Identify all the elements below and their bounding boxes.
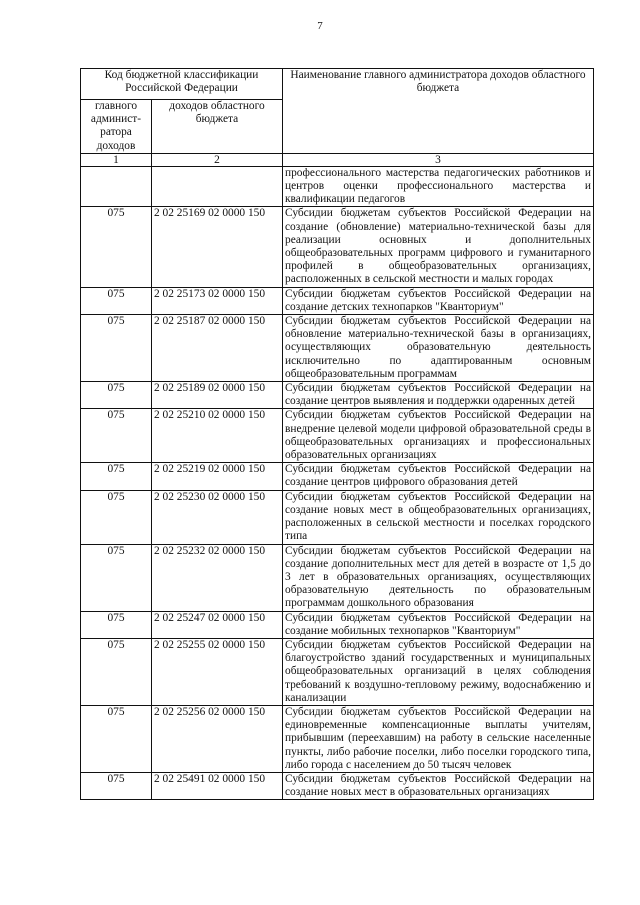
description-cell: Субсидии бюджетам субъектов Российской Федерации на создание дополнительных мест для детей в возрасте от 1,5 до 3 лет в образовательных организациях, осуществляющих образовательную деятельность по образовательным программам дошкольного образования xyxy=(283,544,594,611)
admin-code-cell: 075 xyxy=(81,490,152,544)
table-header-row xyxy=(81,69,594,100)
table-row xyxy=(81,409,594,463)
page-number: 7 xyxy=(317,20,323,32)
income-code-cell: 2 02 25187 02 0000 150 xyxy=(152,315,283,382)
income-code-cell: 2 02 25230 02 0000 150 xyxy=(152,490,283,544)
table-row xyxy=(81,382,594,409)
description-cell: Субсидии бюджетам субъектов Российской Федерации на создание новых мест в общеобразовательных организациях, расположенных в сельской местности и поселках городского типа xyxy=(283,490,594,544)
income-code-cell: 2 02 25169 02 0000 150 xyxy=(152,207,283,287)
income-code-cell: 2 02 25210 02 0000 150 xyxy=(152,409,283,463)
description-cell: Субсидии бюджетам субъектов Российской Федерации на единовременные компенсационные выплаты учителям, прибывшим (переехавшим) на работу в сельские населенные пункты, либо рабочие поселки, либо поселки городского типа, либо города с населением до 50 тысяч человек xyxy=(283,705,594,772)
header-income-column: доходов областного бюджета xyxy=(152,100,283,154)
budget-classification-table xyxy=(80,68,594,800)
income-code-cell: 2 02 25256 02 0000 150 xyxy=(152,705,283,772)
admin-code-cell: 075 xyxy=(81,463,152,490)
income-code-cell: 2 02 25491 02 0000 150 xyxy=(152,772,283,799)
table-row xyxy=(81,490,594,544)
income-code-cell: 2 02 25219 02 0000 150 xyxy=(152,463,283,490)
admin-code-cell: 075 xyxy=(81,705,152,772)
header-code-group: Код бюджетной классификации Российской Федерации xyxy=(81,69,283,100)
table-row xyxy=(81,315,594,382)
table-row xyxy=(81,544,594,611)
income-code-cell: 2 02 25255 02 0000 150 xyxy=(152,638,283,705)
admin-code-cell: 075 xyxy=(81,611,152,638)
description-cell: Субсидии бюджетам субъектов Российской Федерации на внедрение целевой модели цифровой образовательной среды в общеобразовательных организациях и профессиональных образовательных организациях xyxy=(283,409,594,463)
description-cell: Субсидии бюджетам субъектов Российской Федерации на создание детских технопарков "Кванториум" xyxy=(283,287,594,314)
description-cell: Субсидии бюджетам субъектов Российской Федерации на создание (обновление) материально-технической базы для реализации основных и дополнительных общеобразовательных программ цифрового и гуманитарного профилей в общеобразовательных организациях, расположенных в сельской местности и малых городах xyxy=(283,207,594,287)
table-row xyxy=(81,611,594,638)
admin-code-cell: 075 xyxy=(81,409,152,463)
admin-code-cell: 075 xyxy=(81,544,152,611)
column-number-row xyxy=(81,153,594,166)
admin-code-cell: 075 xyxy=(81,638,152,705)
admin-code-cell: 075 xyxy=(81,772,152,799)
column-number-3: 3 xyxy=(283,153,594,166)
description-cell: Субсидии бюджетам субъектов Российской Федерации на благоустройство зданий государственных и муниципальных общеобразовательных организаций в целях соблюдения требований к воздушно-тепловому режиму, водоснабжению и канализации xyxy=(283,638,594,705)
table-row xyxy=(81,705,594,772)
admin-code-cell: 075 xyxy=(81,315,152,382)
admin-code-cell: 075 xyxy=(81,207,152,287)
table-row xyxy=(81,166,594,207)
admin-code-cell: 075 xyxy=(81,287,152,314)
income-code-cell: 2 02 25247 02 0000 150 xyxy=(152,611,283,638)
description-cell: Субсидии бюджетам субъектов Российской Федерации на создание центров цифрового образования детей xyxy=(283,463,594,490)
column-number-2: 2 xyxy=(152,153,283,166)
income-code-cell: 2 02 25173 02 0000 150 xyxy=(152,287,283,314)
admin-code-cell: 075 xyxy=(81,382,152,409)
header-admin-column: главного админист-ратора доходов xyxy=(81,100,152,154)
description-cell: Субсидии бюджетам субъектов Российской Федерации на создание центров выявления и поддержки одаренных детей xyxy=(283,382,594,409)
description-cell: Субсидии бюджетам субъектов Российской Федерации на создание новых мест в образовательных организациях xyxy=(283,772,594,799)
table-row xyxy=(81,772,594,799)
income-code-cell xyxy=(152,166,283,207)
header-name-column: Наименование главного администратора доходов областного бюджета xyxy=(283,69,594,154)
admin-code-cell xyxy=(81,166,152,207)
description-cell: Субсидии бюджетам субъектов Российской Федерации на создание мобильных технопарков "Кванториум" xyxy=(283,611,594,638)
table-row xyxy=(81,638,594,705)
description-cell: Субсидии бюджетам субъектов Российской Федерации на обновление материально-технической базы в организациях, осуществляющих образовательную деятельность исключительно по адаптированным основным общеобразовательным программам xyxy=(283,315,594,382)
table-row xyxy=(81,207,594,287)
table-row xyxy=(81,287,594,314)
income-code-cell: 2 02 25232 02 0000 150 xyxy=(152,544,283,611)
column-number-1: 1 xyxy=(81,153,152,166)
income-code-cell: 2 02 25189 02 0000 150 xyxy=(152,382,283,409)
description-cell: профессионального мастерства педагогических работников и центров оценки профессионального мастерства и квалификации педагогов xyxy=(283,166,594,207)
table-row xyxy=(81,463,594,490)
